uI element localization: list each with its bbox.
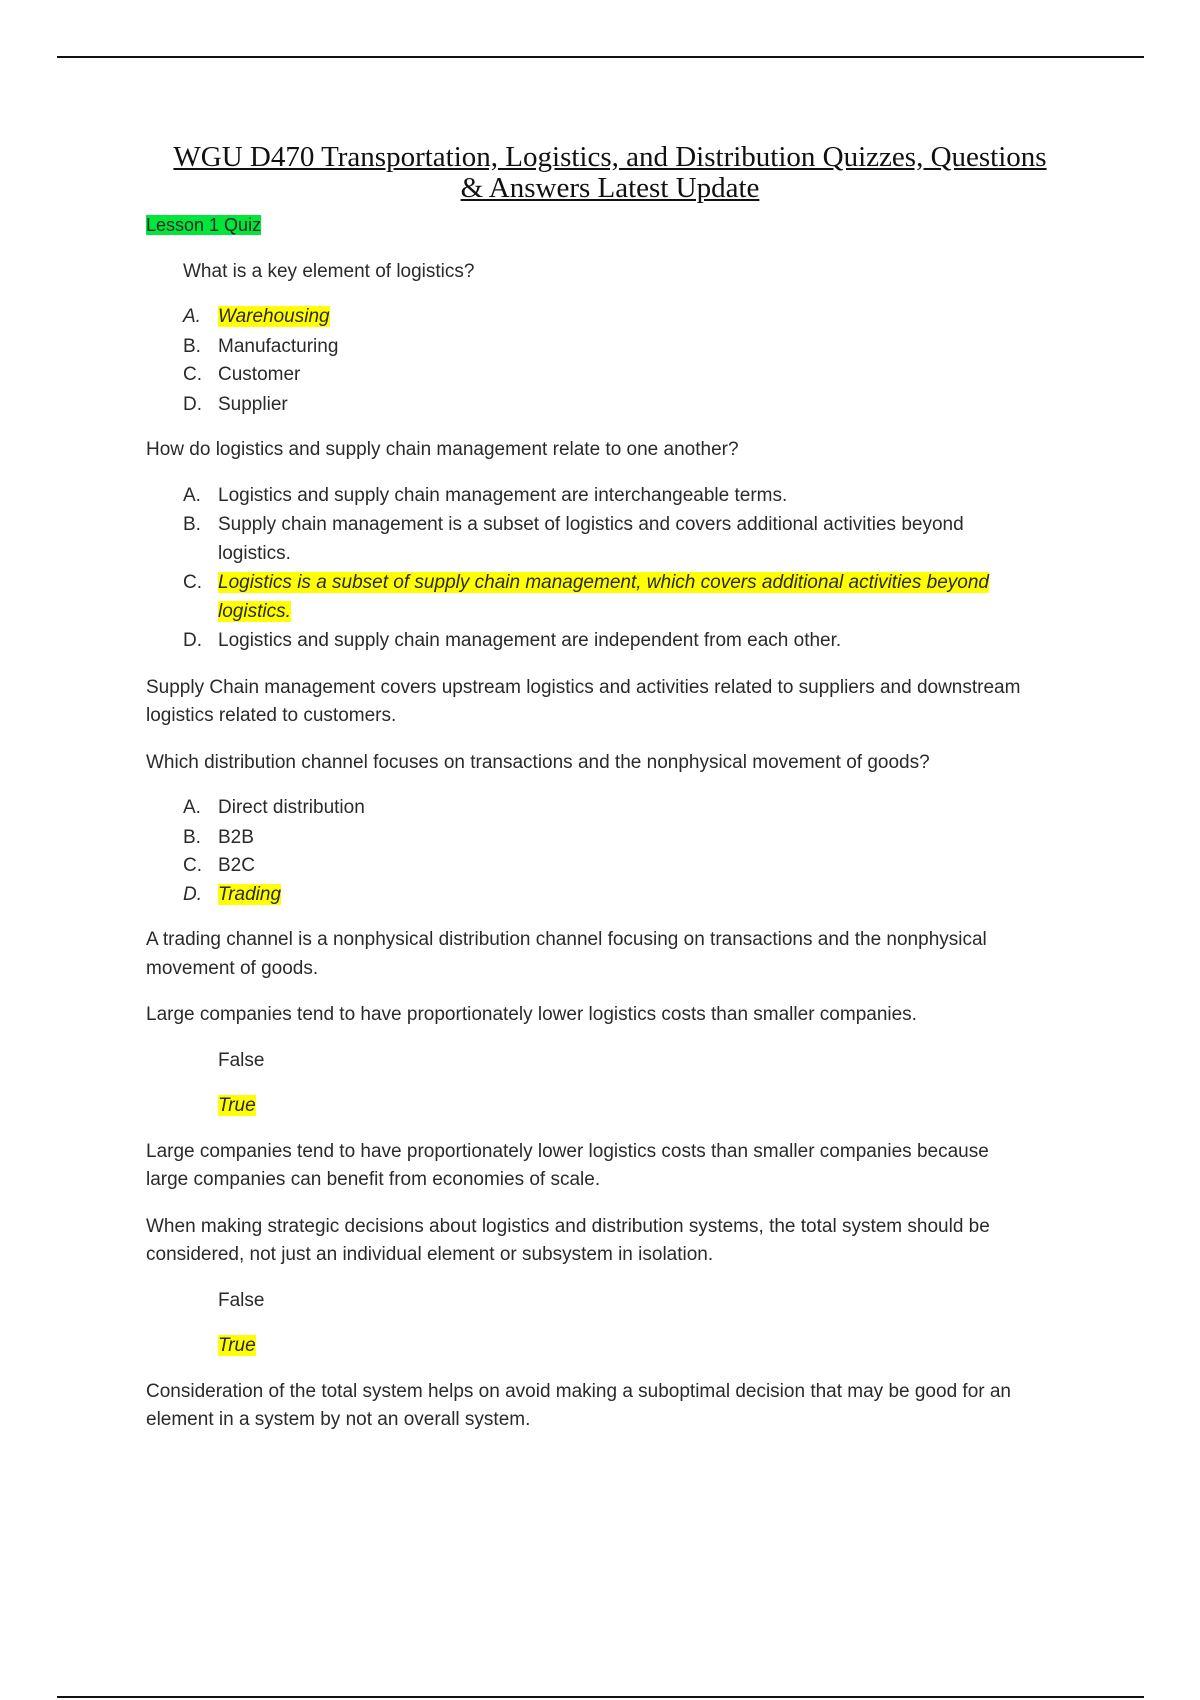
q4-option-false: False — [218, 1050, 265, 1071]
document-title — [120, 142, 1100, 204]
title-line-2: & Answers Latest Update — [460, 172, 760, 204]
section-label: Lesson 1 Quiz — [146, 215, 262, 235]
q2-option-d: Logistics and supply chain management are independent from each other. — [218, 630, 842, 651]
q2-option-b-line-2: logistics. — [218, 543, 291, 564]
q1-option-b-letter: B. — [183, 336, 201, 357]
q3-option-c-letter: C. — [183, 855, 202, 876]
q5-explanation-line-2: element in a system by not an overall system. — [146, 1409, 531, 1430]
q3-question: Which distribution channel focuses on transactions and the nonphysical movement of goods? — [146, 752, 930, 773]
q3-option-d-answer: Trading — [218, 884, 282, 905]
q2-option-a-letter: A. — [183, 485, 201, 506]
q3-option-a: Direct distribution — [218, 797, 365, 818]
q5-question-line-2: considered, not just an individual element or subsystem in isolation. — [146, 1244, 714, 1265]
q2-option-a: Logistics and supply chain management are interchangeable terms. — [218, 485, 788, 506]
q3-option-b: B2B — [218, 827, 254, 848]
q2-option-c-letter: C. — [183, 572, 202, 593]
q2-option-c-answer-line-1: Logistics is a subset of supply chain management, which covers additional activities beyond — [218, 572, 989, 593]
q5-explanation-line-1: Consideration of the total system helps on avoid making a suboptimal decision that may be good for an — [146, 1381, 1012, 1402]
header-rule — [57, 56, 1144, 58]
q3-option-d-letter: D. — [183, 884, 202, 905]
q4-option-true-answer: True — [218, 1095, 256, 1116]
q1-option-c: Customer — [218, 364, 301, 385]
title-line-1: WGU D470 Transportation, Logistics, and Distribution Quizzes, Questions — [173, 141, 1047, 173]
q1-option-a-answer: Warehousing — [218, 306, 330, 327]
q1-option-a-letter: A. — [183, 306, 201, 327]
q4-question: Large companies tend to have proportionately lower logistics costs than smaller companies. — [146, 1004, 917, 1025]
q3-explanation-line-1: A trading channel is a nonphysical distribution channel focusing on transactions and the nonphysical — [146, 929, 987, 950]
q1-option-c-letter: C. — [183, 364, 202, 385]
footer-rule — [57, 1696, 1144, 1698]
q2-option-c-answer-line-2: logistics. — [218, 601, 291, 622]
q2-option-d-letter: D. — [183, 630, 202, 651]
q2-explanation-line-1: Supply Chain management covers upstream logistics and activities related to suppliers and downstream — [146, 677, 1021, 698]
q4-explanation-line-1: Large companies tend to have proportionately lower logistics costs than smaller companies because — [146, 1141, 989, 1162]
q1-option-d: Supplier — [218, 394, 288, 415]
q5-question-line-1: When making strategic decisions about logistics and distribution systems, the total system should be — [146, 1216, 990, 1237]
q2-explanation-line-2: logistics related to customers. — [146, 705, 397, 726]
q3-option-c: B2C — [218, 855, 255, 876]
q4-explanation-line-2: large companies can benefit from economies of scale. — [146, 1169, 601, 1190]
q3-option-a-letter: A. — [183, 797, 201, 818]
q2-option-b-line-1: Supply chain management is a subset of logistics and covers additional activities beyond — [218, 514, 964, 535]
q3-option-b-letter: B. — [183, 827, 201, 848]
q3-explanation-line-2: movement of goods. — [146, 958, 319, 979]
q1-option-d-letter: D. — [183, 394, 202, 415]
q5-option-false: False — [218, 1290, 265, 1311]
q2-option-b-letter: B. — [183, 514, 201, 535]
q1-option-b: Manufacturing — [218, 336, 339, 357]
q5-option-true-answer: True — [218, 1335, 256, 1356]
q2-question: How do logistics and supply chain management relate to one another? — [146, 439, 739, 460]
q1-question: What is a key element of logistics? — [183, 261, 475, 282]
